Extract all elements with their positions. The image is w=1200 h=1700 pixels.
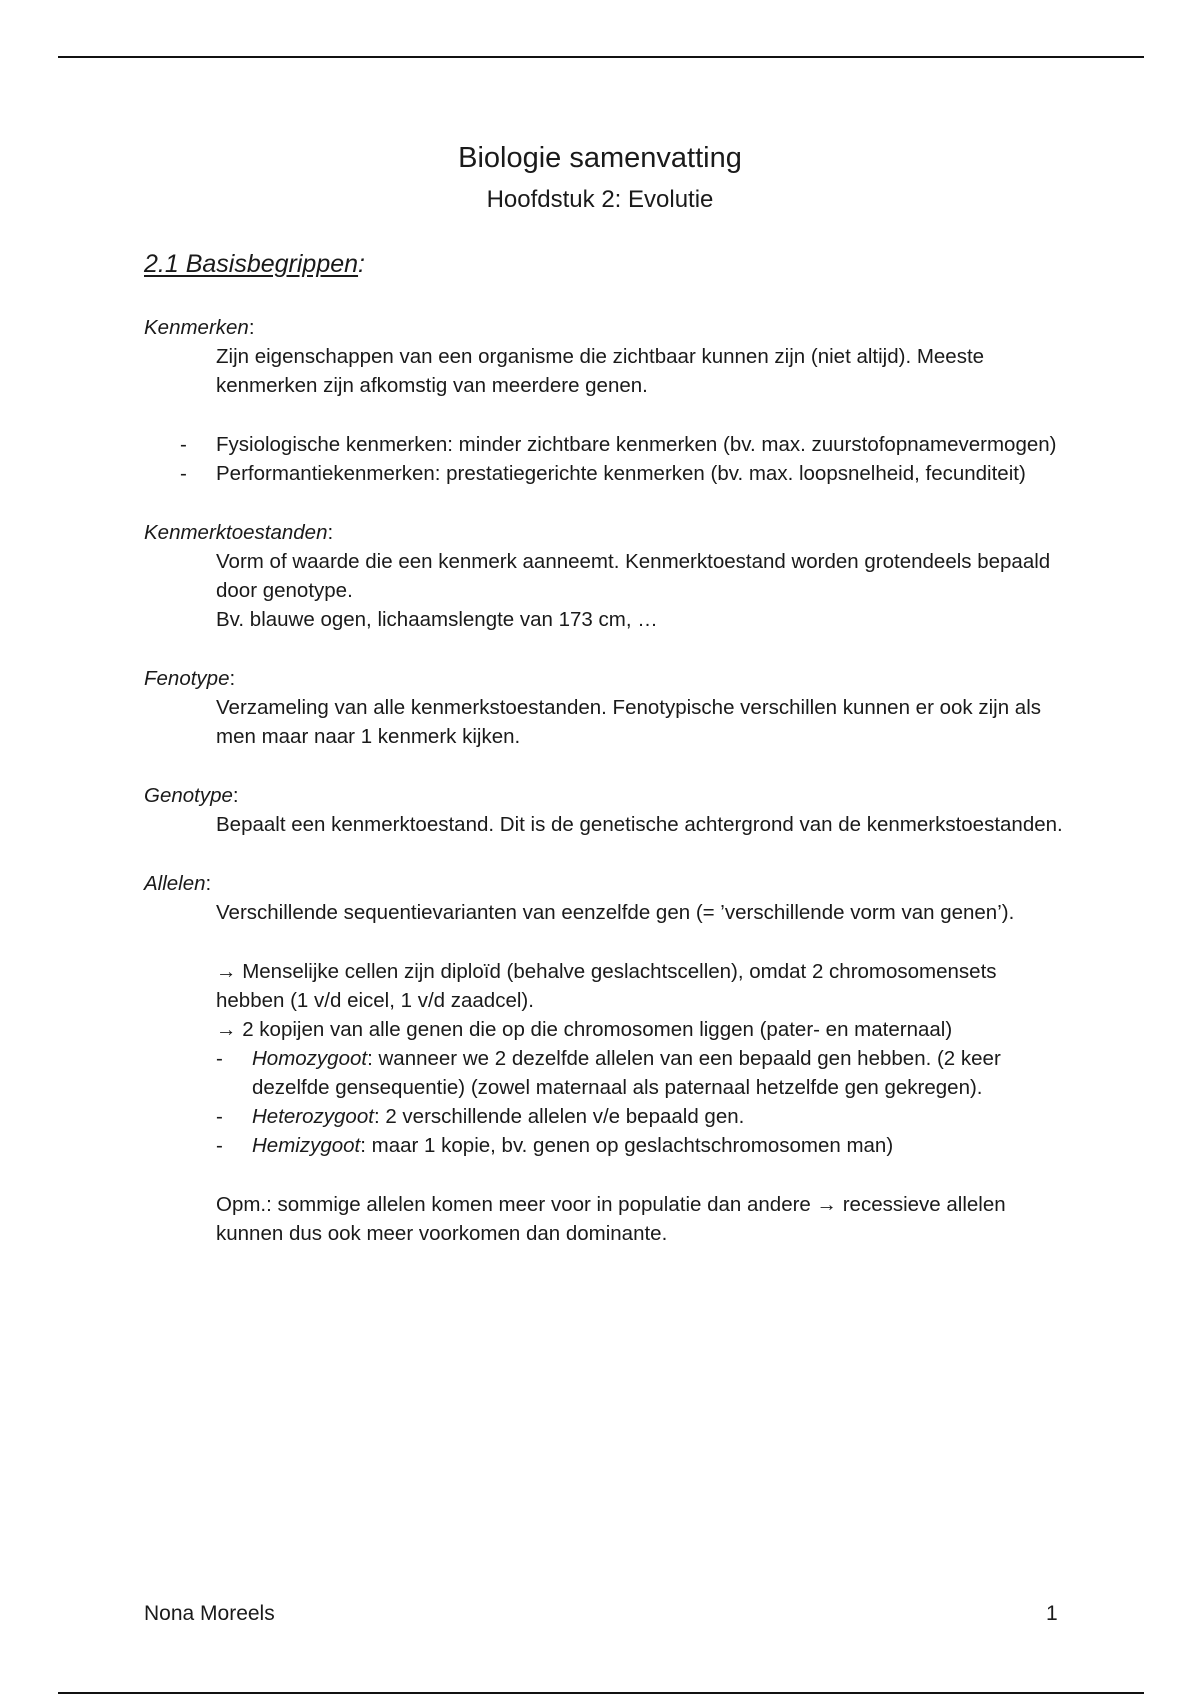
term-label bbox=[144, 518, 1064, 547]
list-item-term: Hemizygoot bbox=[252, 1134, 361, 1157]
definition-text: Bepaalt een kenmerktoestand. Dit is de genetische achtergrond van de kenmerkstoestanden. bbox=[216, 813, 1063, 836]
term-colon: : bbox=[232, 784, 239, 807]
arrow-note-diploid: → Menselijke cellen zijn diploïd (behalve geslachtscellen), omdat 2 chromosomensets hebben (1 v/d eicel, 1 v/d zaadcel). bbox=[216, 960, 997, 1012]
zygosity-list bbox=[144, 1044, 1064, 1160]
bottom-rule bbox=[58, 1692, 1144, 1694]
term-text: Genotype bbox=[144, 784, 233, 807]
list-item-text: Performantiekenmerken: prestatiegerichte kenmerken (bv. max. loopsnelheid, fecunditeit) bbox=[216, 462, 1026, 485]
list-item-term: Heterozygoot bbox=[252, 1105, 374, 1128]
term-label bbox=[144, 664, 1064, 693]
term-colon: : bbox=[248, 316, 255, 339]
list-item bbox=[216, 1131, 1064, 1160]
list-item-text: Fysiologische kenmerken: minder zichtbare kenmerken (bv. max. zuurstofopnamevermogen) bbox=[216, 433, 1057, 456]
term-colon: : bbox=[229, 667, 236, 690]
list-item-text: : maar 1 kopie, bv. genen op geslachtschromosomen man) bbox=[360, 1134, 894, 1157]
term-text: Fenotype bbox=[144, 667, 230, 690]
document-body bbox=[144, 250, 1064, 1278]
page-subtitle: Hoofdstuk 2: Evolutie bbox=[486, 186, 714, 213]
term-text: Kenmerktoestanden bbox=[144, 521, 328, 544]
term-text: Allelen bbox=[144, 872, 206, 895]
bullet-dash: - bbox=[216, 1105, 223, 1128]
definition-text: Verzameling van alle kenmerkstoestanden. Fenotypische verschillen kunnen er ook zijn als men maar naar 1 kenmerk kijken. bbox=[216, 696, 1042, 748]
list-item-text: : wanneer we 2 dezelfde allelen van een bepaald gen hebben. (2 keer dezelfde gensequentie) (zowel maternaal als paternaal hetzelfde gen gekregen). bbox=[252, 1047, 1001, 1099]
definition-text: Verschillende sequentievarianten van eenzelfde gen (= ’verschillende vorm van genen’). bbox=[216, 901, 1015, 924]
arrow-note-copies: → 2 kopijen van alle genen die op die chromosomen liggen (pater- en maternaal) bbox=[216, 1018, 953, 1041]
term-label bbox=[144, 313, 1064, 342]
example-text: Bv. blauwe ogen, lichaamslengte van 173 cm, … bbox=[216, 608, 658, 631]
definition-kenmerktoestanden bbox=[144, 518, 1064, 634]
list-item bbox=[216, 1044, 1064, 1102]
top-rule bbox=[58, 56, 1144, 58]
list-item bbox=[144, 430, 1064, 459]
list-item bbox=[144, 459, 1064, 488]
list-item bbox=[216, 1102, 1064, 1131]
bullet-dash: - bbox=[216, 1047, 223, 1070]
definition-text: Zijn eigenschappen van een organisme die zichtbaar kunnen zijn (niet altijd). Meeste kenmerken zijn afkomstig van meerdere genen. bbox=[216, 345, 985, 397]
page-number: 1 bbox=[1046, 1602, 1058, 1625]
remark-text: Opm.: sommige allelen komen meer voor in populatie dan andere → recessieve allelen kunnen dus ook meer voorkomen dan dominante. bbox=[216, 1193, 1006, 1245]
section-heading-text: 2.1 Basisbegrippen bbox=[144, 250, 359, 278]
bullet-dash: - bbox=[180, 433, 187, 456]
footer-author: Nona Moreels bbox=[144, 1602, 275, 1625]
bullet-dash: - bbox=[180, 462, 187, 485]
term-label bbox=[144, 781, 1064, 810]
term-text: Kenmerken bbox=[144, 316, 249, 339]
section-heading-colon: : bbox=[358, 250, 365, 278]
definition-text: Vorm of waarde die een kenmerk aanneemt. Kenmerktoestand worden grotendeels bepaald door genotype. bbox=[216, 550, 1051, 602]
list-item-text: : 2 verschillende allelen v/e bepaald gen. bbox=[373, 1105, 745, 1128]
bullet-dash: - bbox=[216, 1134, 223, 1157]
term-colon: : bbox=[327, 521, 334, 544]
definition-kenmerken bbox=[144, 313, 1064, 488]
definition-allelen bbox=[144, 869, 1064, 1248]
definition-fenotype bbox=[144, 664, 1064, 751]
page-title: Biologie samenvatting bbox=[458, 142, 742, 174]
section-heading bbox=[144, 250, 1064, 279]
term-colon: : bbox=[205, 872, 212, 895]
definition-genotype bbox=[144, 781, 1064, 839]
term-label bbox=[144, 869, 1064, 898]
list-item-term: Homozygoot bbox=[252, 1047, 368, 1070]
